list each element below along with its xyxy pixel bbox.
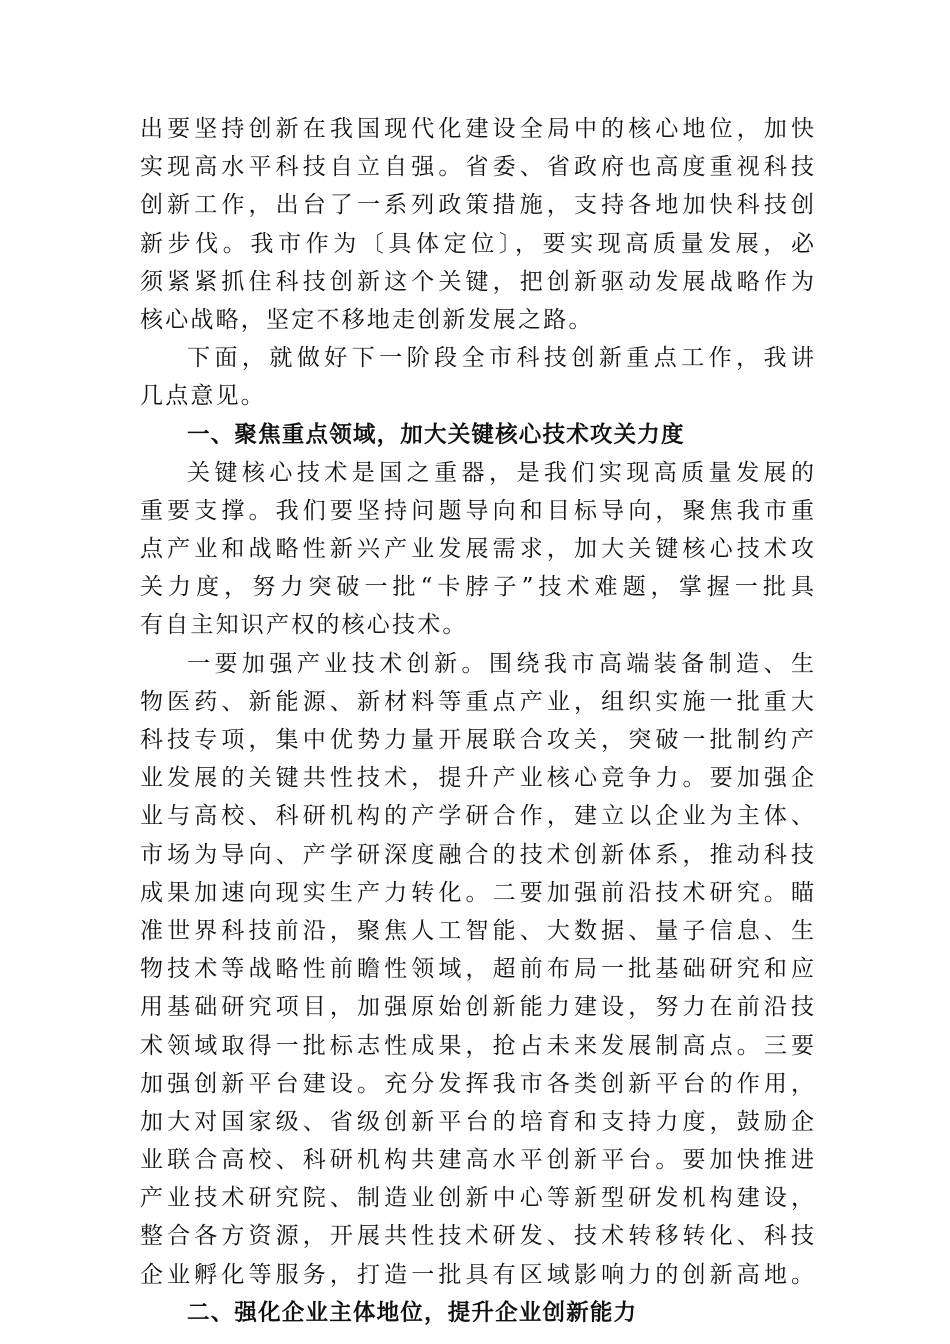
text-line: 加强创新平台建设。充分发挥我市各类创新平台的作用， <box>140 1070 814 1097</box>
text-line: 加大对国家级、省级创新平台的培育和支持力度，鼓励企 <box>140 1108 814 1135</box>
text-line: 创新工作，出台了一系列政策措施，支持各地加快科技创 <box>140 192 814 219</box>
document-page <box>140 110 814 1332</box>
text-line: 整合各方资源，开展共性技术研发、技术转移转化、科技 <box>140 1223 814 1250</box>
text-line: 新步伐。我市作为〔具体定位〕，要实现高质量发展，必 <box>140 230 814 257</box>
text-line: 企业孵化等服务，打造一批具有区域影响力的创新高地。 <box>140 1261 814 1288</box>
text-line: 业与高校、科研机构的产学研合作，建立以企业为主体、 <box>140 803 814 830</box>
text-line: 下面，就做好下一阶段全市科技创新重点工作，我讲 <box>187 345 814 372</box>
text-line: 用基础研究项目，加强原始创新能力建设，努力在前沿技 <box>140 994 814 1021</box>
text-line: 几点意见。 <box>140 383 266 410</box>
section-heading: 二、强化企业主体地位，提升企业创新能力 <box>187 1299 638 1326</box>
text-line: 出要坚持创新在我国现代化建设全局中的核心地位，加快 <box>140 116 814 142</box>
text-line: 点产业和战略性新兴产业发展需求，加大关键核心技术攻 <box>140 536 814 563</box>
text-line: 产业技术研究院、制造业创新中心等新型研发机构建设， <box>140 1185 814 1212</box>
text-line: 重要支撑。我们要坚持问题导向和目标导向，聚焦我市重 <box>140 497 814 524</box>
text-line: 物技术等战略性前瞻性领域，超前布局一批基础研究和应 <box>140 956 814 983</box>
text-line: 科技专项，集中优势力量开展联合攻关，突破一批制约产 <box>140 727 814 753</box>
text-line: 有自主知识产权的核心技术。 <box>140 612 468 639</box>
text-line: 实现高水平科技自立自强。省委、省政府也高度重视科技 <box>140 154 814 181</box>
text-line: 术领域取得一批标志性成果，抢占未来发展制高点。三要 <box>140 1032 814 1059</box>
text-line: 须紧紧抓住科技创新这个关键，把创新驱动发展战略作为 <box>140 268 814 295</box>
text-line: 业发展的关键共性技术，提升产业核心竞争力。要加强企 <box>140 765 814 792</box>
text-line: 市场为导向、产学研深度融合的技术创新体系，推动科技 <box>140 841 814 868</box>
text-line: 一要加强产业技术创新。围绕我市高端装备制造、生 <box>187 650 814 677</box>
text-line: 关力度，努力突破一批“卡脖子”技术难题，掌握一批具 <box>140 574 814 601</box>
text-line: 核心战略，坚定不移地走创新发展之路。 <box>140 306 594 333</box>
section-heading: 一、聚焦重点领域，加大关键核心技术攻关力度 <box>187 421 685 448</box>
text-line: 物医药、新能源、新材料等重点产业，组织实施一批重大 <box>140 688 814 715</box>
text-line: 成果加速向现实生产力转化。二要加强前沿技术研究。瞄 <box>140 879 814 906</box>
text-line: 关键核心技术是国之重器，是我们实现高质量发展的 <box>187 459 814 486</box>
text-line: 业联合高校、科研机构共建高水平创新平台。要加快推进 <box>140 1147 814 1174</box>
text-line: 准世界科技前沿，聚焦人工智能、大数据、量子信息、生 <box>140 917 814 944</box>
